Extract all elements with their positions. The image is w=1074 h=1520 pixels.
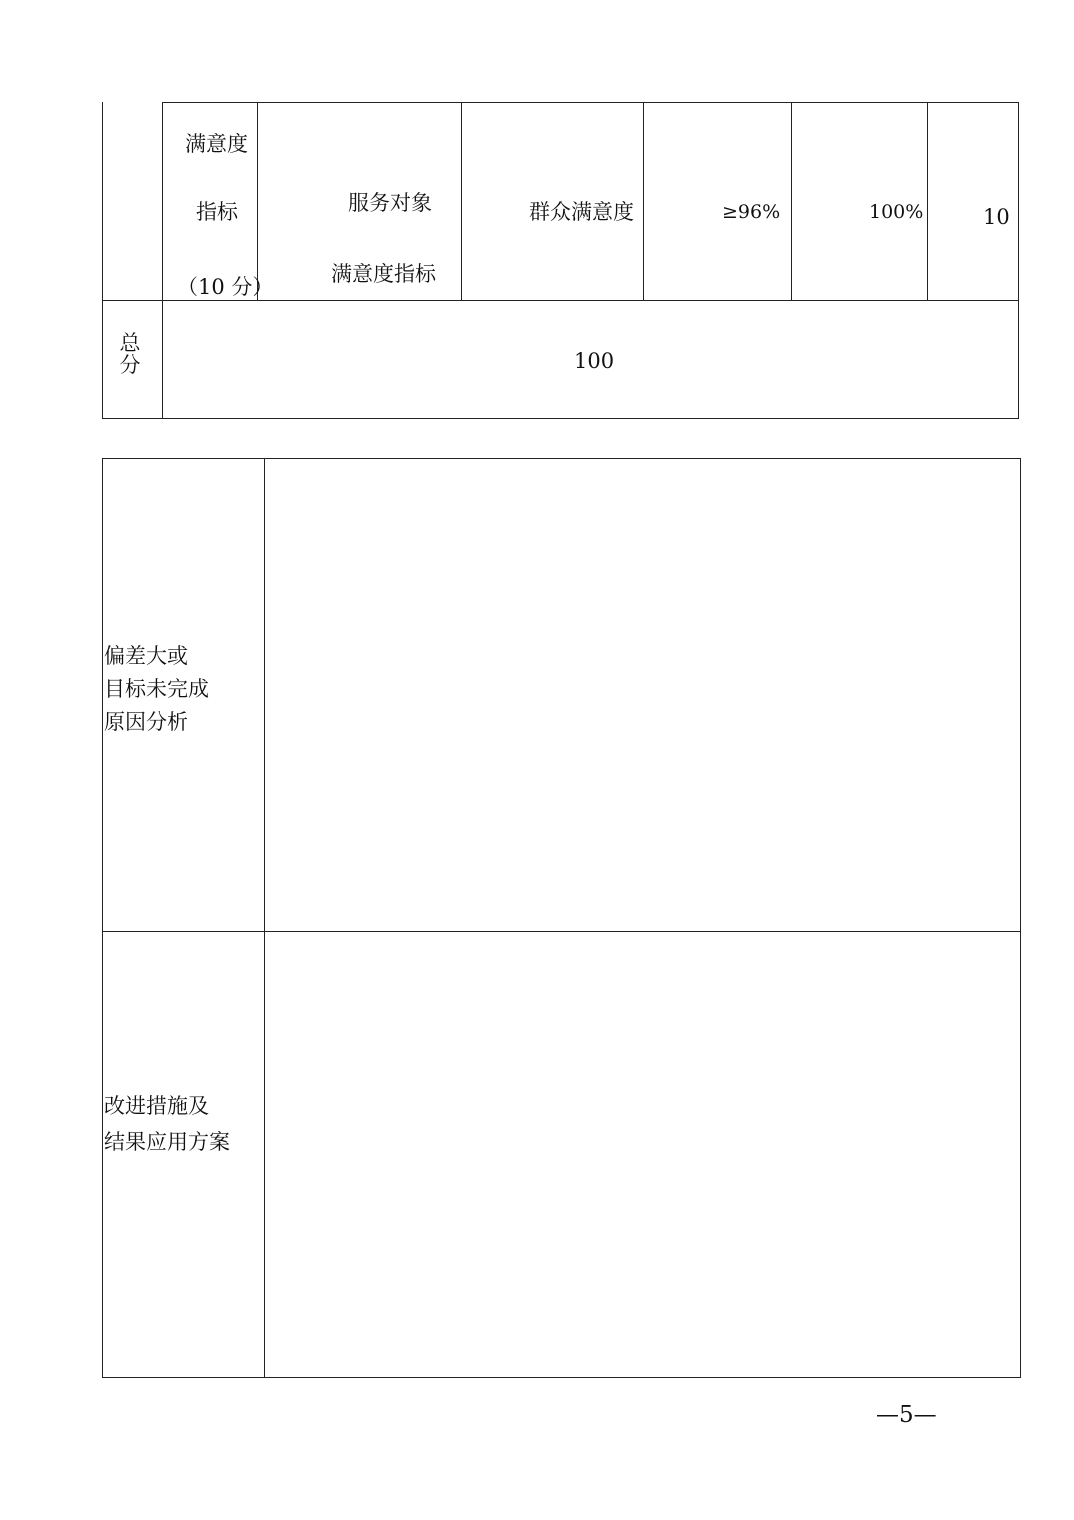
target-value: ≥96%	[722, 201, 781, 223]
table1-left-border	[102, 102, 103, 419]
total-label	[119, 332, 141, 376]
deviation-analysis-content	[266, 460, 1018, 930]
table1-bottom-border	[102, 418, 1019, 419]
improvement-plan-content	[266, 933, 1018, 1376]
improvement-label-line1: 改进措施及	[104, 1094, 209, 1118]
sub-indicator-line1: 服务对象	[348, 191, 432, 215]
improvement-plan-label	[104, 1088, 230, 1160]
table2-row-divider	[102, 931, 1021, 932]
table2-bottom-border	[102, 1377, 1021, 1378]
deviation-label-line3: 原因分析	[104, 710, 188, 734]
table1-top-border	[163, 102, 1019, 103]
table1-col-divider	[927, 102, 928, 300]
actual-value: 100%	[869, 201, 924, 223]
total-label-char2: 分	[119, 353, 141, 377]
table1-col-divider	[643, 102, 644, 300]
total-label-char1: 总	[119, 331, 141, 355]
table1-col-divider	[162, 102, 163, 419]
indicator-name-line1: 满意度	[185, 132, 248, 156]
score-value: 10	[983, 205, 1010, 229]
deviation-analysis-label	[104, 640, 209, 739]
indicator-name-line2: 指标	[196, 200, 238, 224]
deviation-label-line2: 目标未完成	[104, 677, 209, 701]
table1-right-border	[1018, 102, 1019, 419]
item-name: 群众满意度	[529, 200, 634, 224]
table1-col-divider	[461, 102, 462, 300]
table1-col-divider	[257, 102, 258, 300]
improvement-label-line2: 结果应用方案	[104, 1130, 230, 1154]
deviation-label-line1: 偏差大或	[104, 644, 188, 668]
indicator-points: （10 分）	[177, 275, 274, 299]
table2-left-border	[102, 458, 103, 1378]
table2-right-border	[1020, 458, 1021, 1378]
sub-indicator-line2: 满意度指标	[331, 262, 436, 286]
table1-col-divider	[791, 102, 792, 300]
page-number: —5—	[876, 1402, 937, 1428]
table2-col-divider	[264, 458, 265, 1378]
table1-row-divider	[102, 300, 1019, 301]
total-score: 100	[574, 349, 615, 373]
table2-top-border	[102, 458, 1021, 459]
